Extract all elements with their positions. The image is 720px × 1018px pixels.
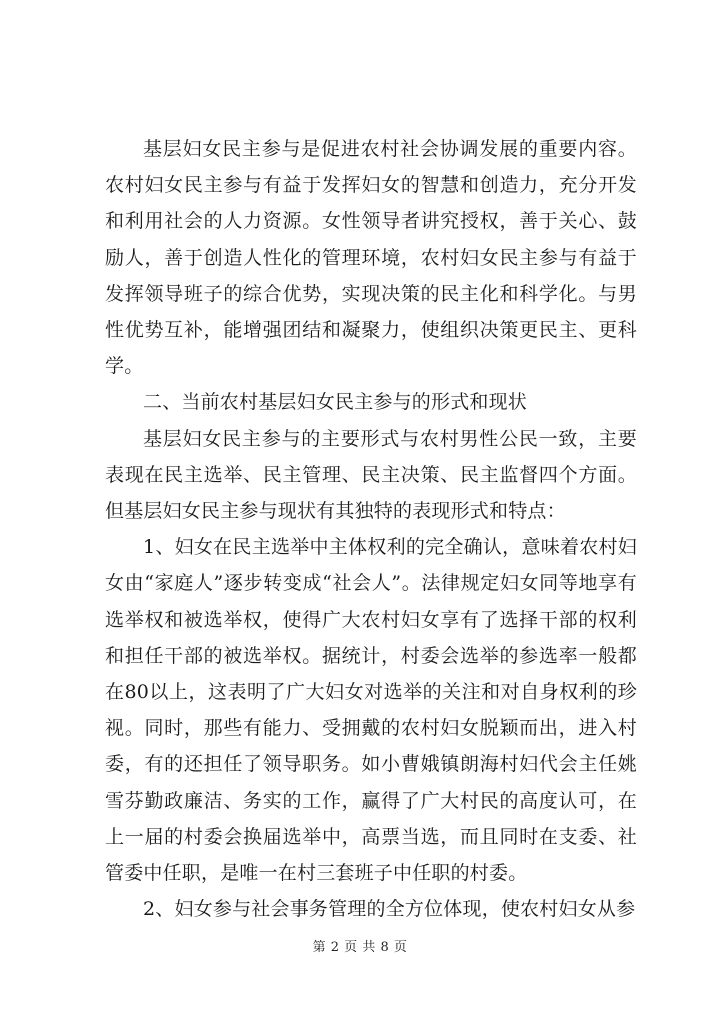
paragraph-item-1-elections: 1、妇女在民主选举中主体权利的完全确认，意味着农村妇女由“家庭人”逐步转变成“社会人”。法律规定妇女同等地享有选举权和被选举权，使得广大农村妇女享有了选择干部的权利和担任干部的被选举权。据统计，村委会选举的参选率一般都在80以上，这表明了广大妇女对选举的关注和对自身权利的珍视。同时，那些有能力、受拥戴的农村妇女脱颖而出，进入村委，有的还担任了领导职务。如小曹娥镇朗海村妇代会主任姚雪芬勤政廉洁、务实的工作，赢得了广大村民的高度认可，在上一届的村委会换届选举中，高票当选，而且同时在支委、社管委中任职，是唯一在村三套班子中任职的村委。 (105, 536, 637, 885)
page-number-label: 第 2 页 共 8 页 (312, 940, 408, 955)
paragraph-item-2-affairs: 2、妇女参与社会事务管理的全方位体现，使农村妇女从参 (143, 898, 636, 921)
page-footer (0, 936, 720, 955)
document-body (105, 131, 637, 927)
section-heading: 二、当前农村基层妇女民主参与的形式和现状 (143, 391, 528, 414)
paragraph-forms-overview: 基层妇女民主参与的主要形式与农村男性公民一致，主要表现在民主选举、民主管理、民主决策、民主监督四个方面。但基层妇女民主参与现状有其独特的表现形式和特点： (105, 427, 637, 523)
paragraph-significance: 基层妇女民主参与是促进农村社会协调发展的重要内容。农村妇女民主参与有益于发挥妇女的智慧和创造力，充分开发和利用社会的人力资源。女性领导者讲究授权，善于关心、鼓励人，善于创造人性化的管理环境，农村妇女民主参与有益于发挥领导班子的综合优势，实现决策的民主化和科学化。与男性优势互补，能增强团结和凝聚力，使组织决策更民主、更科学。 (105, 138, 637, 378)
